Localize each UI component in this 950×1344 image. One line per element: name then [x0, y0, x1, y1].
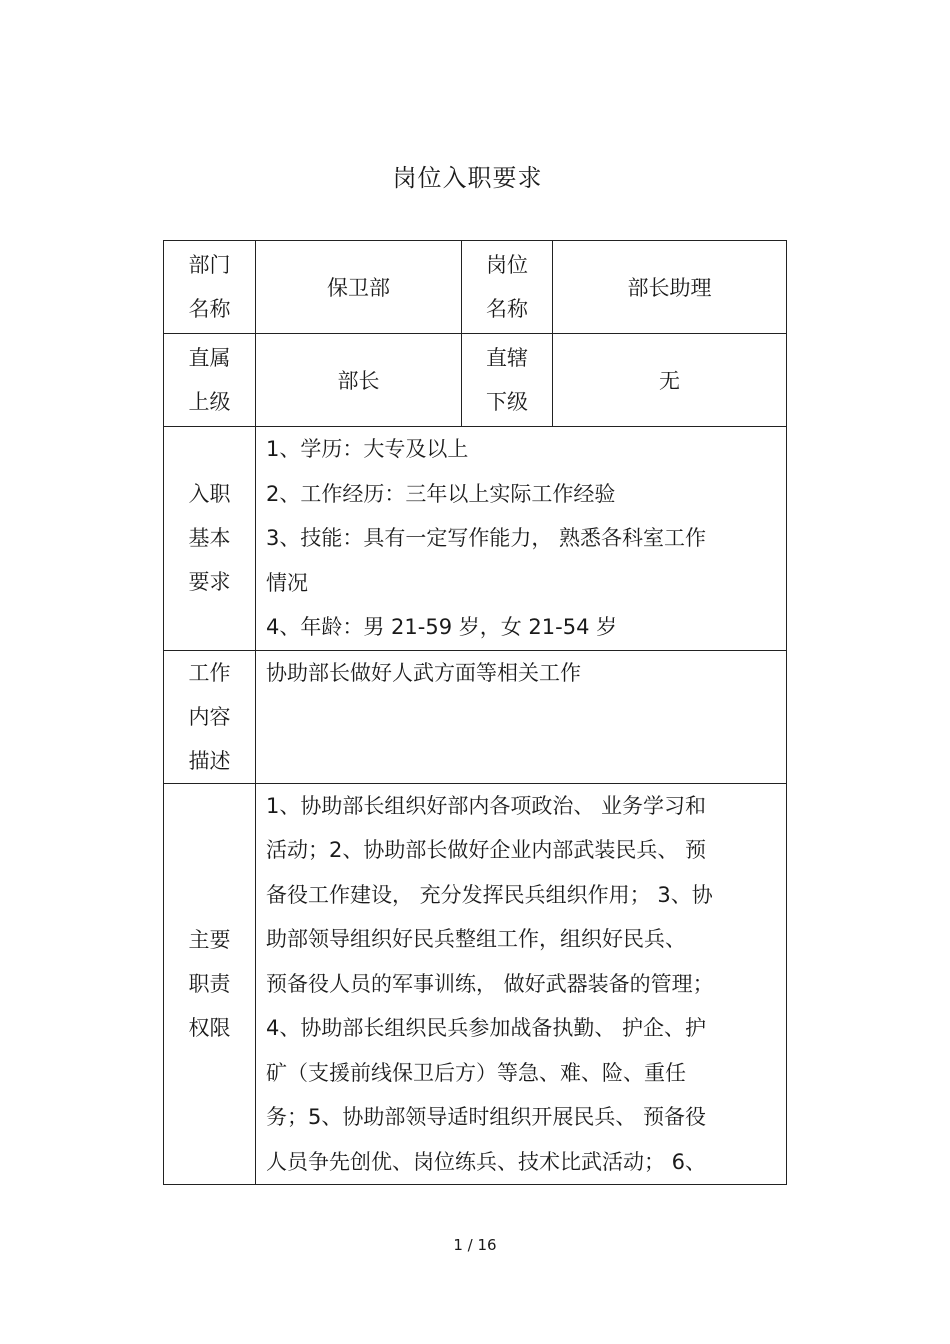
label-line: 内容 [188, 704, 231, 729]
label-line: 岗位 [486, 253, 528, 277]
label-line: 描述 [188, 748, 231, 773]
text-line: 备役工作建设， 充分发挥民兵组织作用； 3、协 [266, 882, 713, 907]
page-number: 1 / 16 [453, 1236, 497, 1254]
label-line: 职责 [188, 971, 231, 996]
duties-label-cell [164, 783, 256, 1185]
subordinate-label-cell [462, 334, 553, 427]
text-line: 助部领导组织好民兵整组工作，组织好民兵、 [266, 927, 686, 951]
text-line: 人员争先创优、岗位练兵、技术比武活动； 6、 [266, 1149, 707, 1174]
text-line: 4、协助部长组织民兵参加战备执勤、 护企、护 [266, 1016, 707, 1040]
label-line: 要求 [188, 570, 231, 595]
text-line: 矿（支援前线保卫后方）等急、难、险、重任 [266, 1060, 686, 1085]
label-line: 权限 [188, 1015, 231, 1040]
text-line: 3、技能：具有一定写作能力， 熟悉各科室工作 [266, 526, 707, 550]
text-line: 活动；2、协助部长做好企业内部武装民兵、 预 [266, 838, 707, 862]
requirements-label-cell [164, 427, 256, 651]
post-value: 部长助理 [553, 241, 787, 334]
text-line: 2、工作经历：三年以上实际工作经验 [266, 481, 616, 506]
document-title: 岗位入职要求 [392, 164, 543, 192]
label-line: 入职 [188, 482, 231, 507]
table-row [164, 650, 787, 783]
label-line: 基本 [188, 526, 231, 551]
table-row [164, 427, 787, 651]
text-line: 4、年龄：男 21-59 岁，女 21-54 岁 [266, 615, 618, 639]
label-line: 直辖 [486, 346, 528, 370]
superior-label-cell [164, 334, 256, 427]
label-line: 主要 [188, 927, 231, 952]
text-line: 务；5、协助部领导适时组织开展民兵、 预备役 [266, 1105, 707, 1129]
text-line: 协助部长做好人武方面等相关工作 [266, 660, 581, 685]
text-line: 预备役人员的军事训练， 做好武器装备的管理； [266, 971, 714, 996]
label-line: 工作 [188, 660, 231, 685]
superior-value: 部长 [256, 334, 462, 427]
subordinate-value: 无 [553, 334, 787, 427]
dept-label-cell [164, 241, 256, 334]
work-label-cell [164, 650, 256, 783]
requirements-text [256, 427, 787, 651]
text-line: 1、学历：大专及以上 [266, 437, 469, 461]
post-label-cell [462, 241, 553, 334]
table-row [164, 241, 787, 334]
dept-value: 保卫部 [256, 241, 462, 334]
table-row [164, 783, 787, 1185]
label-line: 名称 [188, 297, 231, 321]
table-row [164, 334, 787, 427]
label-line: 下级 [486, 390, 528, 414]
text-line: 1、协助部长组织好部内各项政治、 业务学习和 [266, 793, 707, 818]
label-line: 上级 [188, 390, 231, 414]
text-line: 情况 [266, 570, 308, 595]
label-line: 名称 [486, 297, 528, 321]
duties-text [256, 783, 787, 1185]
job-requirements-table [163, 240, 787, 1185]
work-description-text [256, 650, 787, 783]
label-line: 直属 [188, 346, 231, 370]
label-line: 部门 [188, 253, 231, 277]
